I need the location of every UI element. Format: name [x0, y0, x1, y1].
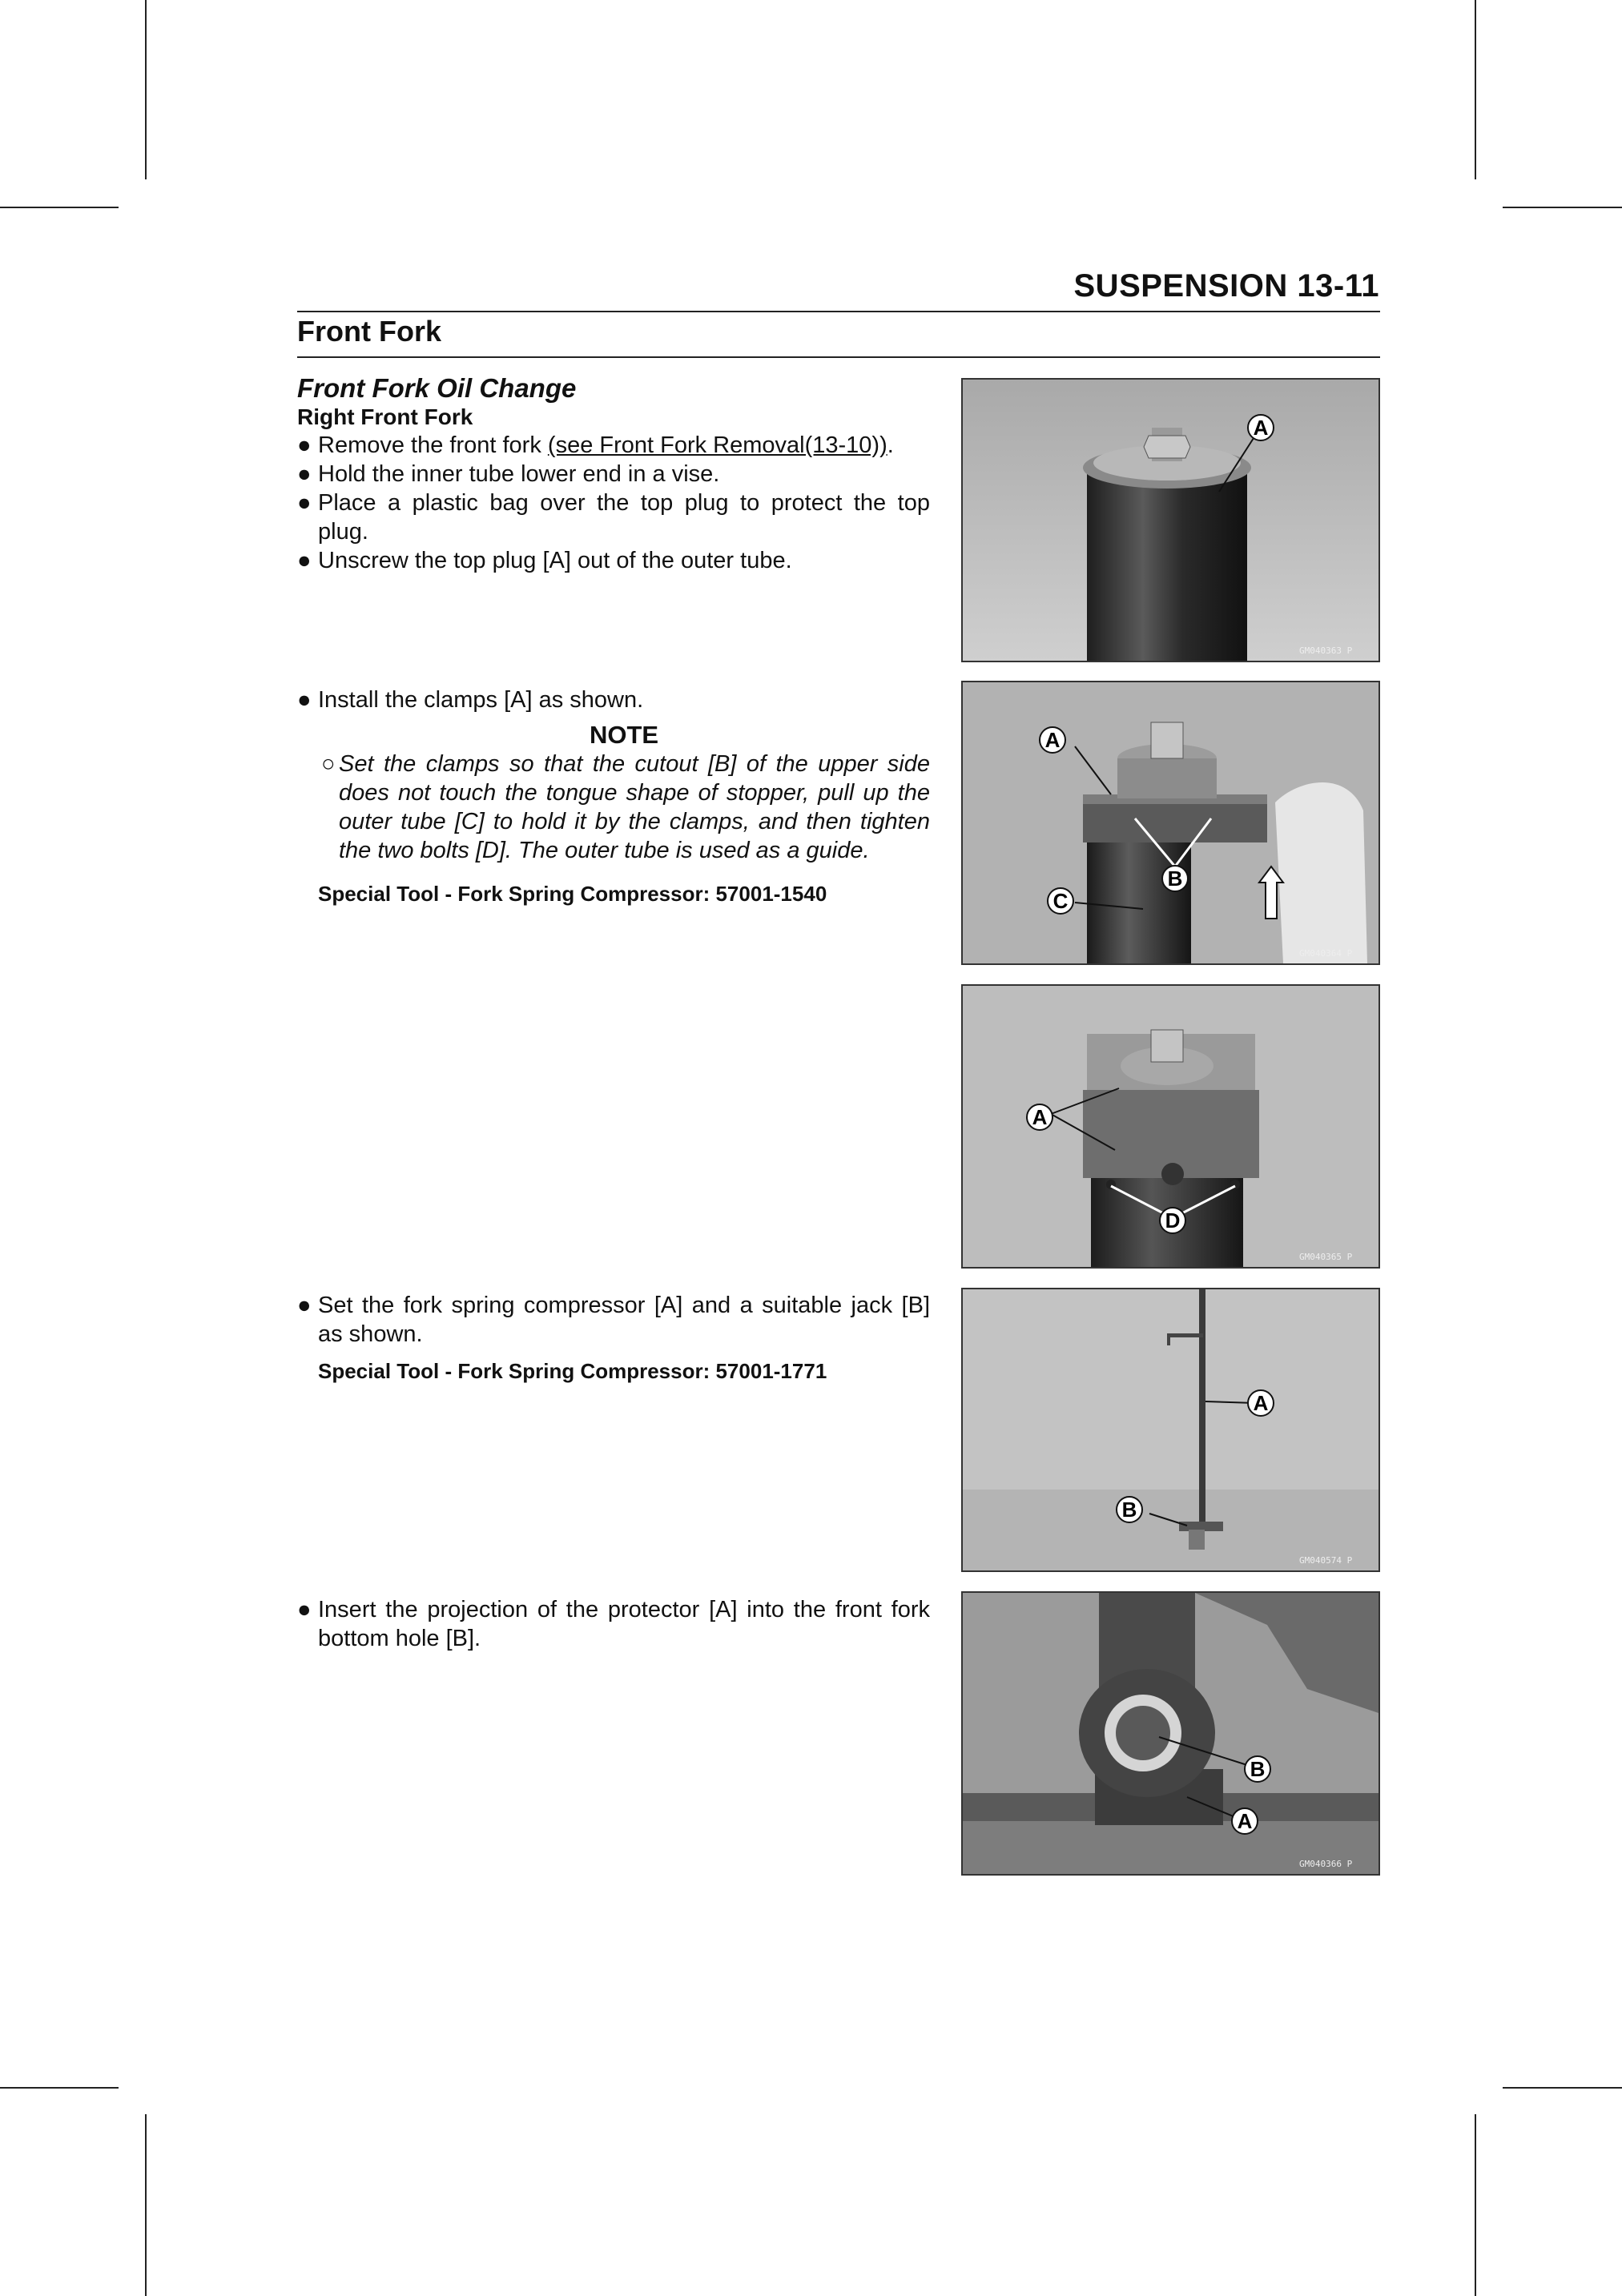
- step-install-clamps: [297, 686, 930, 714]
- step-plastic-bag: [297, 489, 930, 546]
- callout-b: B: [1250, 1757, 1266, 1781]
- callout-b: B: [1121, 1498, 1137, 1522]
- bullet-icon: ●: [297, 687, 312, 713]
- text-block-3: [297, 1291, 930, 1385]
- text-block-4: [297, 1595, 930, 1653]
- crop-mark: [1475, 0, 1476, 179]
- note-text: [297, 750, 930, 865]
- page-title: SUSPENSION 13-11: [1073, 268, 1379, 304]
- header-rule: [297, 311, 1380, 312]
- callout-a: A: [1253, 416, 1269, 440]
- text-block-2: [297, 686, 930, 908]
- callout-a: A: [1032, 1105, 1048, 1129]
- cross-reference-link[interactable]: (see Front Fork Removal(13-10)): [547, 432, 887, 458]
- special-tool-2: Special Tool - Fork Spring Compressor: 57001-1771: [318, 1359, 827, 1383]
- photo-clamps: [961, 681, 1380, 965]
- callout-a: A: [1044, 728, 1061, 752]
- photo-id: GM040366 P: [1299, 1859, 1353, 1869]
- step-insert-protector: [297, 1595, 930, 1653]
- step-text: Remove the front fork: [318, 432, 548, 458]
- crop-mark: [1503, 2087, 1622, 2089]
- step-unscrew-plug: [297, 546, 930, 575]
- crop-mark: [145, 2114, 147, 2296]
- step-remove-fork: [297, 431, 930, 460]
- callout-c: C: [1052, 889, 1069, 913]
- step-set-compressor: [297, 1291, 930, 1349]
- text-block-1: [297, 373, 930, 575]
- note-bullet-icon: ○: [321, 751, 336, 777]
- step-hold-tube: [297, 460, 930, 489]
- bullet-icon: ●: [297, 548, 312, 573]
- bullet-icon: ●: [297, 432, 312, 458]
- step-text: .: [887, 432, 894, 458]
- crop-mark: [1503, 207, 1622, 208]
- crop-mark: [0, 2087, 119, 2089]
- step-text: Install the clamps [A] as shown.: [318, 687, 644, 713]
- note-title: NOTE: [589, 721, 659, 749]
- section-title: Front Fork: [297, 315, 441, 348]
- bullet-icon: ●: [297, 490, 312, 516]
- photo-top-plug: [961, 378, 1380, 662]
- special-tool-1: Special Tool - Fork Spring Compressor: 57001-1540: [318, 882, 827, 906]
- crop-mark: [0, 207, 119, 208]
- crop-mark: [145, 0, 147, 179]
- callout-b: B: [1167, 867, 1183, 891]
- photo-protector: [961, 1591, 1380, 1876]
- photo-compressor-jack: [961, 1288, 1380, 1572]
- callout-d: D: [1165, 1208, 1181, 1232]
- subsection-title: Front Fork Oil Change: [297, 373, 577, 403]
- step-text: Insert the projection of the protector [A] into the front fork bottom hole [B].: [318, 1597, 930, 1651]
- callout-a: A: [1253, 1391, 1269, 1415]
- note-body: Set the clamps so that the cutout [B] of the upper side does not touch the tongue shape of stopper, pull up the outer tube [C] to hold it by the clamps, and then tighten the two bolts [D]. The outer tube is used as a guide.: [339, 751, 930, 863]
- crop-mark: [1475, 2114, 1476, 2296]
- photo-id: GM040364 P: [1299, 948, 1353, 959]
- photo-clamp-bolts: [961, 984, 1380, 1269]
- step-text: Unscrew the top plug [A] out of the outer tube.: [318, 548, 792, 573]
- step-text: Place a plastic bag over the top plug to protect the top plug.: [318, 490, 930, 545]
- step-text: Hold the inner tube lower end in a vise.: [318, 461, 720, 487]
- photo-id: GM040365 P: [1299, 1252, 1353, 1262]
- bullet-icon: ●: [297, 1293, 312, 1318]
- step-text: Set the fork spring compressor [A] and a suitable jack [B] as shown.: [318, 1293, 930, 1347]
- callout-a: A: [1237, 1809, 1253, 1833]
- photo-id: GM040574 P: [1299, 1555, 1353, 1566]
- bullet-icon: ●: [297, 1597, 312, 1622]
- photo-id: GM040363 P: [1299, 645, 1353, 656]
- section-rule: [297, 356, 1380, 358]
- subsection-subtitle: Right Front Fork: [297, 404, 473, 429]
- bullet-icon: ●: [297, 461, 312, 487]
